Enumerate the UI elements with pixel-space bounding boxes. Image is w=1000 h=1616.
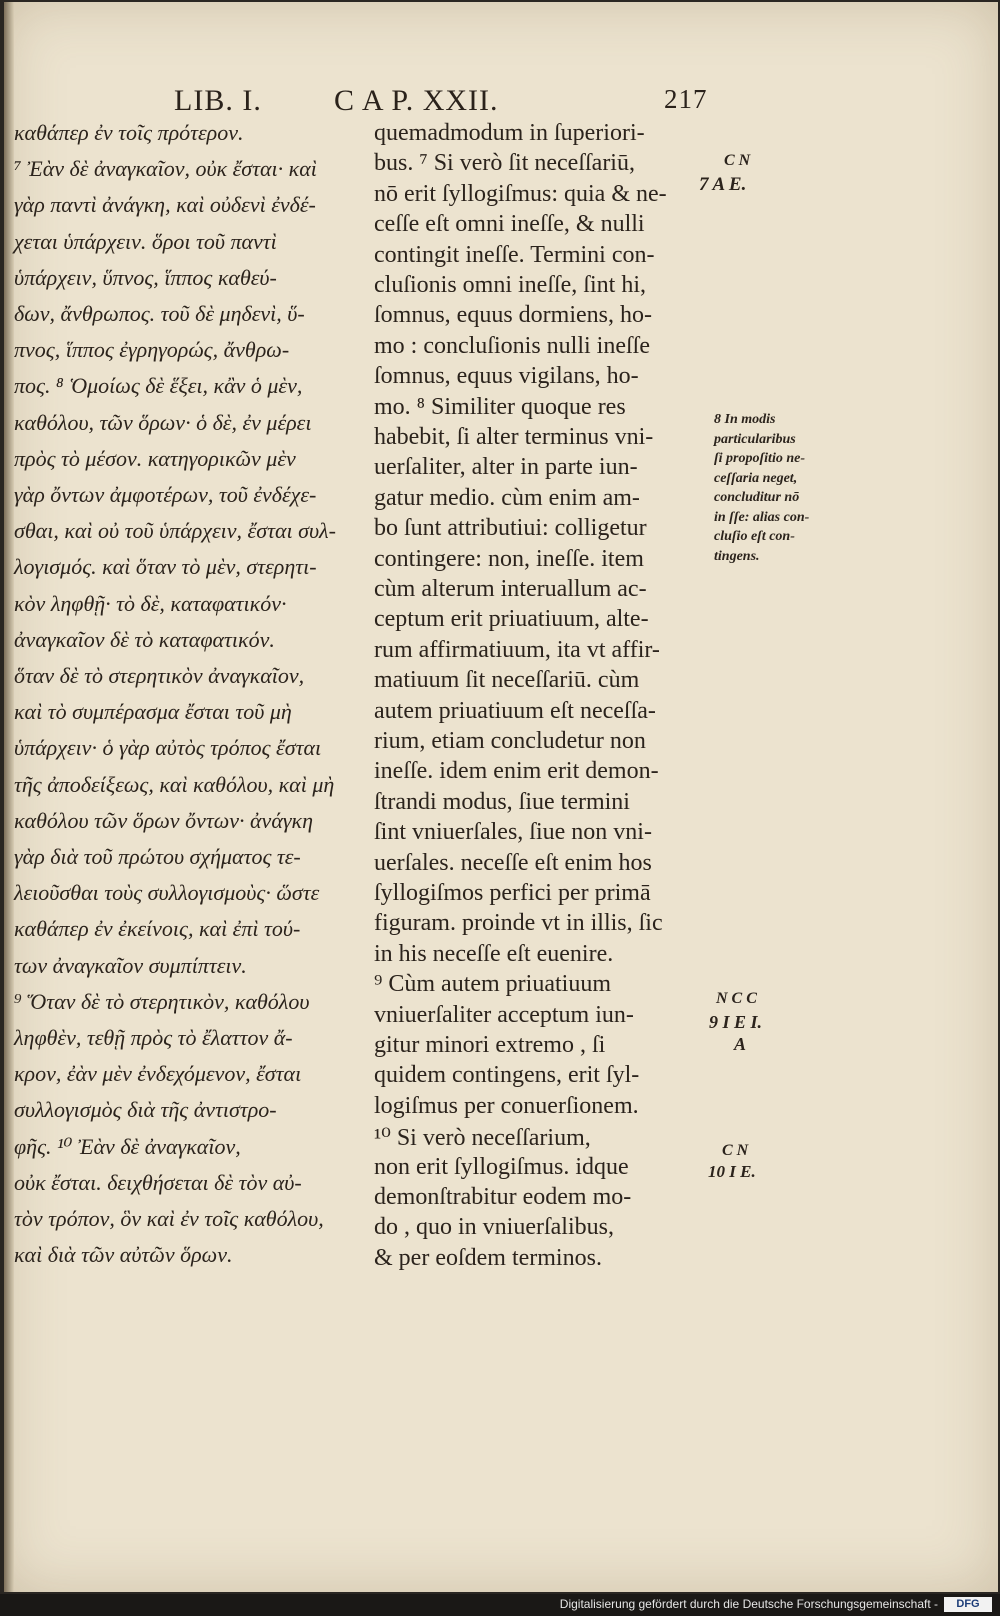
latin-text-line: ſyllogiſmos perfici per primā [374, 880, 651, 906]
footer-bar [0, 1594, 1000, 1616]
latin-text-line: demonſtrabitur eodem mo- [374, 1184, 632, 1210]
latin-text-line: ſtrandi modus, ſiue termini [374, 788, 630, 815]
greek-text-line: καθάπερ ἐν ἐκείνοις, καὶ ἐπὶ τού- [14, 916, 301, 942]
latin-text-line: autem priuatiuum eſt neceſſa- [374, 697, 656, 724]
latin-text-line: gitur minori extremo , ſi [374, 1032, 606, 1058]
latin-text-line: ceptum erit priuatiuum, alte- [374, 606, 649, 633]
greek-text-line: πνος, ἵππος ἐγρηγορώς, ἄνθρω- [14, 337, 290, 363]
greek-text-line: πρὸς τὸ μέσον. κατηγορικῶν μὲν [14, 445, 296, 471]
latin-text-line: rum affirmatiuum, ita vt affir- [374, 636, 660, 663]
margin-note-line: 8 In modis [714, 412, 776, 427]
running-head-chapter: C A P. XXII. [334, 84, 499, 117]
latin-text-line: contingere: non, ineſſe. item [374, 545, 644, 572]
latin-text-line: ſint vniuerſales, ſiue non vni- [374, 819, 652, 846]
margin-note-line: ceſſaria neget, [714, 470, 798, 486]
book-page [4, 2, 998, 1592]
latin-text-line: uerſales. neceſſe eſt enim hos [374, 849, 652, 876]
latin-text-line: gatur medio. cùm enim am- [374, 484, 640, 511]
greek-text-line: ὑπάρχειν, ὕπνος, ἵππος καθεύ- [14, 264, 277, 290]
greek-text-line: ληφθὲν, τεθῇ πρὸς τὸ ἔλαττον ἄ- [14, 1025, 293, 1050]
latin-text-line: rium, etiam concludetur non [374, 728, 646, 754]
latin-text-line: bus. ⁷ Si verò ſit neceſſariū, [374, 150, 635, 177]
greek-text-line: δων, ἄνθρωπος. τοῦ δὲ μηδενὶ, ὕ- [14, 301, 305, 326]
greek-text-line: κὸν ληφθῇ· τὸ δὲ, καταφατικόν· [14, 590, 287, 616]
marginal-siglum: N C C [716, 990, 757, 1007]
latin-text-line: non erit ſyllogiſmus. idque [374, 1153, 629, 1180]
greek-text-line: φῆς. ¹⁰ Ἐὰν δὲ ἀναγκαῖον, [14, 1133, 241, 1159]
latin-text-line: habebit, ſi alter terminus vni- [374, 424, 654, 450]
marginal-siglum: C N [724, 152, 751, 169]
margin-note-line: cluſio eſt con- [714, 529, 795, 544]
latin-text-line: mo : concluſionis nulli ineſſe [374, 332, 650, 359]
greek-text-line: καθόλου τῶν ὅρων ὄντων· ἀνάγκη [14, 807, 314, 833]
latin-text-line: contingit ineſſe. Termini con- [374, 241, 655, 268]
latin-text-line: uerſaliter, alter in parte iun- [374, 454, 638, 481]
running-head-lib: LIB. I. [174, 84, 262, 117]
latin-text-line: ineſſe. idem enim erit demon- [374, 758, 659, 785]
latin-text-line: do , quo in vniuerſalibus, [374, 1214, 614, 1241]
greek-text-line: ὑπάρχειν· ὁ γὰρ αὐτὸς τρόπος ἔσται [14, 735, 322, 761]
latin-text-line: bo ſunt attributiui: colligetur [374, 515, 647, 542]
greek-text-line: χεται ὑπάρχειν. ὅροι τοῦ παντὶ [14, 228, 277, 254]
greek-text-line: των ἀναγκαῖον συμπίπτειν. [14, 952, 247, 978]
latin-text-line: quidem contingens, erit ſyl- [374, 1062, 640, 1089]
marginal-siglum: 10 I E. [708, 1162, 756, 1181]
greek-text-line: οὐκ ἔσται. δειχθήσεται δὲ τὸν αὐ- [14, 1169, 302, 1195]
latin-text-line: matiuum ſit neceſſariū. cùm [374, 667, 640, 694]
latin-text-line: nō erit ſyllogiſmus: quia & ne- [374, 180, 667, 207]
greek-text-line: ⁷ Ἐὰν δὲ ἀναγκαῖον, οὐκ ἔσται· καὶ [14, 156, 317, 182]
margin-note-line: particularibus [714, 431, 796, 447]
latin-text-line: mo. ⁸ Similiter quoque res [374, 393, 626, 420]
greek-text-line: καθάπερ ἐν τοῖς πρότερον. [14, 120, 244, 145]
latin-text-line: quemadmodum in ſuperiori- [374, 120, 645, 146]
latin-text-line: vniuerſaliter acceptum iun- [374, 1001, 634, 1028]
latin-text-line: & per eoſdem terminos. [374, 1244, 602, 1271]
greek-text-line: γὰρ παντὶ ἀνάγκη, καὶ οὐδενὶ ἐνδέ- [14, 192, 316, 218]
greek-text-line: τὸν τρόπον, ὃν καὶ ἐν τοῖς καθόλου, [14, 1206, 324, 1231]
latin-text-line: ſomnus, equus dormiens, ho- [374, 302, 652, 329]
greek-text-line: καὶ διὰ τῶν αὐτῶν ὅρων. [14, 1242, 233, 1268]
marginal-siglum: A [734, 1034, 747, 1054]
greek-text-line: καθόλου, τῶν ὅρων· ὁ δὲ, ἐν μέρει [14, 409, 312, 435]
latin-text-line: ¹⁰ Si verò neceſſarium, [374, 1125, 591, 1152]
margin-note-line: tingens. [714, 548, 760, 564]
greek-text-line: λογισμός. καὶ ὅταν τὸ μὲν, στερητι- [14, 554, 317, 580]
marginal-siglum: 9 I E I. [709, 1012, 763, 1032]
marginal-siglum: 7 A E. [699, 174, 747, 195]
dfg-logo: DFG [944, 1597, 992, 1612]
margin-note-line: ſi propoſitio ne- [714, 451, 805, 466]
latin-text-line: figuram. proinde vt in illis, ſic [374, 910, 663, 937]
margin-note-line: in ſſe: alias con- [714, 509, 810, 525]
margin-note-line: concluditur nō [714, 490, 800, 505]
latin-text-line: cùm alterum interuallum ac- [374, 576, 647, 602]
page-gutter [4, 2, 14, 1592]
footer-credit: Digitalisierung gefördert durch die Deutsche Forschungsgemeinschaft - [559, 1597, 938, 1611]
marginal-siglum: C N [722, 1142, 749, 1159]
greek-text-line: ἀναγκαῖον δὲ τὸ καταφατικόν. [14, 626, 275, 652]
greek-text-line: τῆς ἀποδείξεως, καὶ καθόλου, καὶ μὴ [14, 771, 335, 797]
latin-text-line: logiſmus per conuerſionem. [374, 1092, 639, 1119]
latin-text-line: ſomnus, equus vigilans, ho- [374, 363, 639, 390]
latin-text-line: in his neceſſe eſt euenire. [374, 940, 614, 967]
latin-text-line: cluſionis omni ineſſe, ſint hi, [374, 272, 646, 298]
greek-text-line: λειοῦσθαι τοὺς συλλογισμοὺς· ὥστε [14, 880, 320, 906]
greek-text-line: ὅταν δὲ τὸ στερητικὸν ἀναγκαῖον, [14, 663, 305, 688]
latin-text-line: ceſſe eſt omni ineſſe, & nulli [374, 211, 645, 238]
running-head [174, 84, 714, 124]
latin-text-line: ⁹ Cùm autem priuatiuum [374, 971, 611, 998]
greek-text-line: κρον, ἐὰν μὲν ἐνδεχόμενον, ἔσται [14, 1061, 302, 1087]
greek-text-line: σθαι, καὶ οὐ τοῦ ὑπάρχειν, ἔσται συλ- [14, 518, 336, 544]
greek-text-line: συλλογισμὸς διὰ τῆς ἀντιστρο- [14, 1097, 277, 1123]
greek-text-line: γὰρ ὄντων ἀμφοτέρων, τοῦ ἐνδέχε- [14, 482, 317, 507]
greek-text-line: γὰρ διὰ τοῦ πρώτου σχήματος τε- [14, 844, 301, 869]
greek-text-line: ⁹ Ὅταν δὲ τὸ στερητικὸν, καθόλου [14, 988, 310, 1014]
greek-text-line: πος. ⁸ Ὁμοίως δὲ ἕξει, κἂν ὁ μὲν, [14, 373, 303, 399]
greek-text-line: καὶ τὸ συμπέρασμα ἔσται τοῦ μὴ [14, 699, 292, 725]
page-number: 217 [664, 84, 708, 114]
